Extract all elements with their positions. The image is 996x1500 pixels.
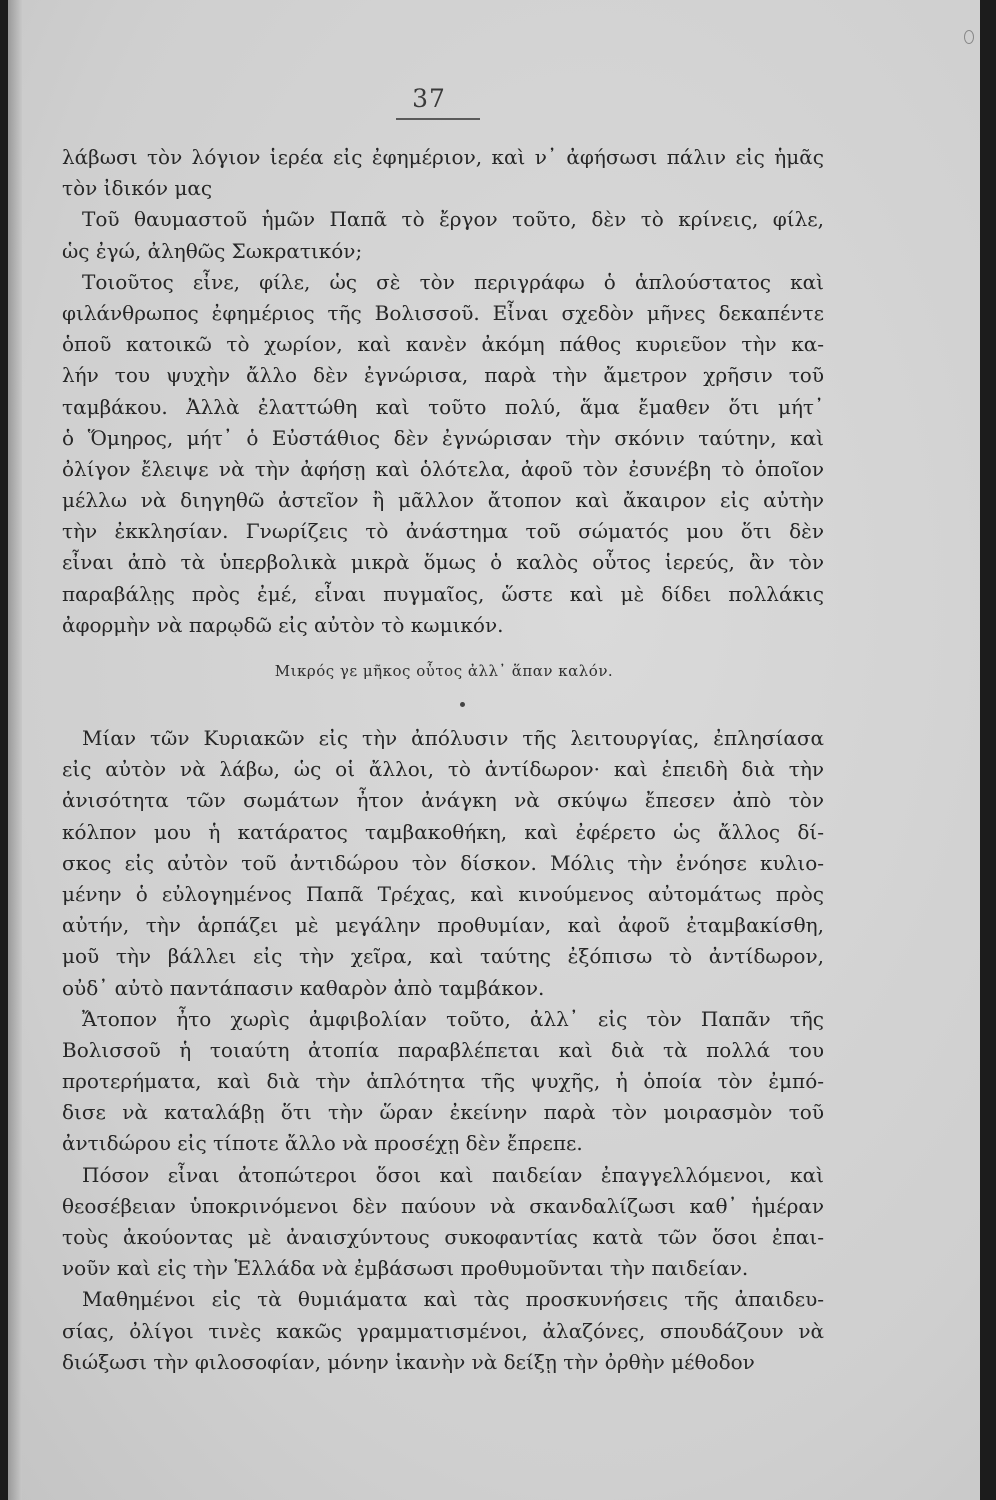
text-line: φιλάνθρωπος ἐφημέριος τῆς Βολισσοῦ. Εἶναι σχεδὸν μῆνες δεκαπέντε [62, 300, 824, 325]
text-line: ὁ Ὅμηρος, μήτ᾽ ὁ Εὐστάθιος δὲν ἐγνώρισαν τὴν σκόνιν ταύτην, καὶ [62, 425, 824, 450]
page-edge-mark [964, 30, 974, 44]
text-block-bottom [62, 723, 824, 1378]
text-line: λάβωσι τὸν λόγιον ἱερέα εἰς ἐφημέριον, καὶ ν᾽ ἀφήσωσι πάλιν εἰς ἡμᾶς [62, 145, 824, 169]
text-line: Ἄτοπον ἦτο χωρὶς ἀμφιβολίαν τοῦτο, ἀλλ᾽ εἰς τὸν Παπᾶν τῆς [82, 1006, 824, 1031]
text-line: Τοῦ θαυμαστοῦ ἡμῶν Παπᾶ τὸ ἔργον τοῦτο, δὲν τὸ κρίνεις, φίλε, [82, 207, 824, 232]
text-line: ὁποῦ κατοικῶ τὸ χωρίον, καὶ κανὲν ἀκόμη πάθος κυριεῦον τὴν κα- [62, 332, 824, 357]
text-line: μένην ὁ εὐλογημένος Παπᾶ Τρέχας, καὶ κινούμενος αὐτομάτως πρὸς [62, 881, 824, 906]
text-line: μέλλω νὰ διηγηθῶ ἀστεῖον ἢ μᾶλλον ἄτοπον καὶ ἄκαιρον εἰς αὐτὴν [62, 488, 824, 513]
text-line: διώξωσι τὴν φιλοσοφίαν, μόνην ἱκανὴν νὰ δείξῃ τὴν ὀρθὴν μέθοδον [62, 1349, 755, 1374]
text-line: αὐτήν, τὴν ἁρπάζει μὲ μεγάλην προθυμίαν, καὶ ἀφοῦ ἐταμβακίσθη, [62, 913, 824, 938]
text-line: Μαθημένοι εἰς τὰ θυμιάματα καὶ τὰς προσκυνήσεις τῆς ἀπαιδευ- [82, 1287, 824, 1312]
book-page [8, 0, 980, 1500]
text-line: Μίαν τῶν Κυριακῶν εἰς τὴν ἀπόλυσιν τῆς λειτουργίας, ἐπλησίασα [82, 726, 824, 750]
text-line: Πόσον εἶναι ἀτοπώτεροι ὅσοι καὶ παιδείαν ἐπαγγελλόμενοι, καὶ [82, 1162, 824, 1187]
text-line: σκος εἰς αὐτὸν τοῦ ἀντιδώρου τὸν δίσκον. Μόλις τὴν ἐνόησε κυλιο- [62, 850, 824, 875]
text-line: ἀνισότητα τῶν σωμάτων ἦτον ἀνάγκη νὰ σκύψω ἔπεσεν ἀπὸ τὸν [62, 788, 824, 813]
text-line: λήν του ψυχὴν ἄλλο δὲν ἐγνώρισα, παρὰ τὴν ἄμετρον χρῆσιν τοῦ [62, 363, 824, 388]
text-line: τοὺς ἀκούοντας μὲ ἀναισχύντους συκοφαντίας κατὰ τῶν ὅσοι ἐπαι- [62, 1225, 824, 1249]
text-line: μοῦ τὴν βάλλει εἰς τὴν χεῖρα, καὶ ταύτης ἐξόπισω τὸ ἀντίδωρον, [62, 944, 824, 969]
page-spine-shadow [8, 0, 22, 1500]
text-line: νοῦν καὶ εἰς τὴν Ἑλλάδα νὰ ἐμβάσωσι προθυμοῦνται τὴν παιδείαν. [62, 1256, 749, 1281]
text-line: δισε νὰ καταλάβῃ ὅτι τὴν ὥραν ἐκείνην παρὰ τὸν μοιρασμὸν τοῦ [62, 1100, 824, 1125]
text-line: σίας, ὀλίγοι τινὲς κακῶς γραμματισμένοι, ἀλαζόνες, σπουδάζουν νὰ [62, 1318, 824, 1343]
text-line: θεοσέβειαν ὑποκρινόμενοι δὲν παύουν νὰ σκανδαλίζωσι καθ᾽ ἡμέραν [62, 1193, 824, 1218]
text-line: ἀφορμὴν νὰ παρῳδῶ εἰς αὐτὸν τὸ κωμικόν. [62, 612, 504, 637]
text-line: παραβάλῃς πρὸς ἐμέ, εἶναι πυγμαῖος, ὥστε καὶ μὲ δίδει πολλάκις [62, 581, 824, 606]
text-line: οὐδ᾽ αὐτὸ παντάπασιν καθαρὸν ἀπὸ ταμβάκον. [62, 975, 545, 1000]
text-line: τὸν ἰδικόν μας [62, 176, 213, 201]
text-line: ἀντιδώρου εἰς τίποτε ἄλλο νὰ προσέχῃ δὲν ἔπρεπε. [62, 1131, 583, 1156]
text-line: τὴν ἐκκλησίαν. Γνωρίζεις τὸ ἀνάστημα τοῦ σώματός μου ὅτι δὲν [62, 519, 824, 544]
text-line: εἶναι ἀπὸ τὰ ὑπερβολικὰ μικρὰ ὅμως ὁ καλὸς οὗτος ἱερεύς, ἂν τὸν [62, 550, 824, 575]
page-number-rule [396, 118, 480, 120]
text-line: κόλπον μου ἡ κατάρατος ταμβακοθήκη, καὶ ἐφέρετο ὡς ἄλλος δί- [62, 819, 824, 844]
text-line: Βολισσοῦ ἡ τοιαύτη ἀτοπία παραβλέπεται καὶ διὰ τὰ πολλά του [62, 1037, 824, 1062]
epigraph-caption: Μικρός γε μῆκος οὗτος ἀλλ᾽ ἅπαν καλόν. [274, 662, 614, 680]
ornament-dot [460, 702, 465, 707]
text-block-top [62, 142, 824, 641]
text-line: εἰς αὐτὸν νὰ λάβω, ὡς οἱ ἄλλοι, τὸ ἀντίδωρον· καὶ ἐπειδὴ διὰ τὴν [62, 757, 824, 782]
text-line: ὀλίγον ἔλειψε νὰ τὴν ἀφήσῃ καὶ ὁλότελα, ἀφοῦ τὸν ἐσυνέβη τὸ ὁποῖον [62, 456, 824, 481]
text-line: ταμβάκου. Ἀλλὰ ἐλαττώθη καὶ τοῦτο πολύ, ἅμα ἔμαθεν ὅτι μήτ᾽ [62, 394, 824, 419]
page-number: 37 [412, 84, 446, 113]
text-line: προτερήματα, καὶ διὰ τὴν ἁπλότητα τῆς ψυχῆς, ἡ ὁποία τὸν ἐμπό- [62, 1069, 824, 1094]
text-line: Τοιοῦτος εἶνε, φίλε, ὡς σὲ τὸν περιγράφω ὁ ἁπλούστατος καὶ [82, 269, 824, 294]
text-line: ὡς ἐγώ, ἀληθῶς Σωκρατικόν; [62, 238, 363, 263]
